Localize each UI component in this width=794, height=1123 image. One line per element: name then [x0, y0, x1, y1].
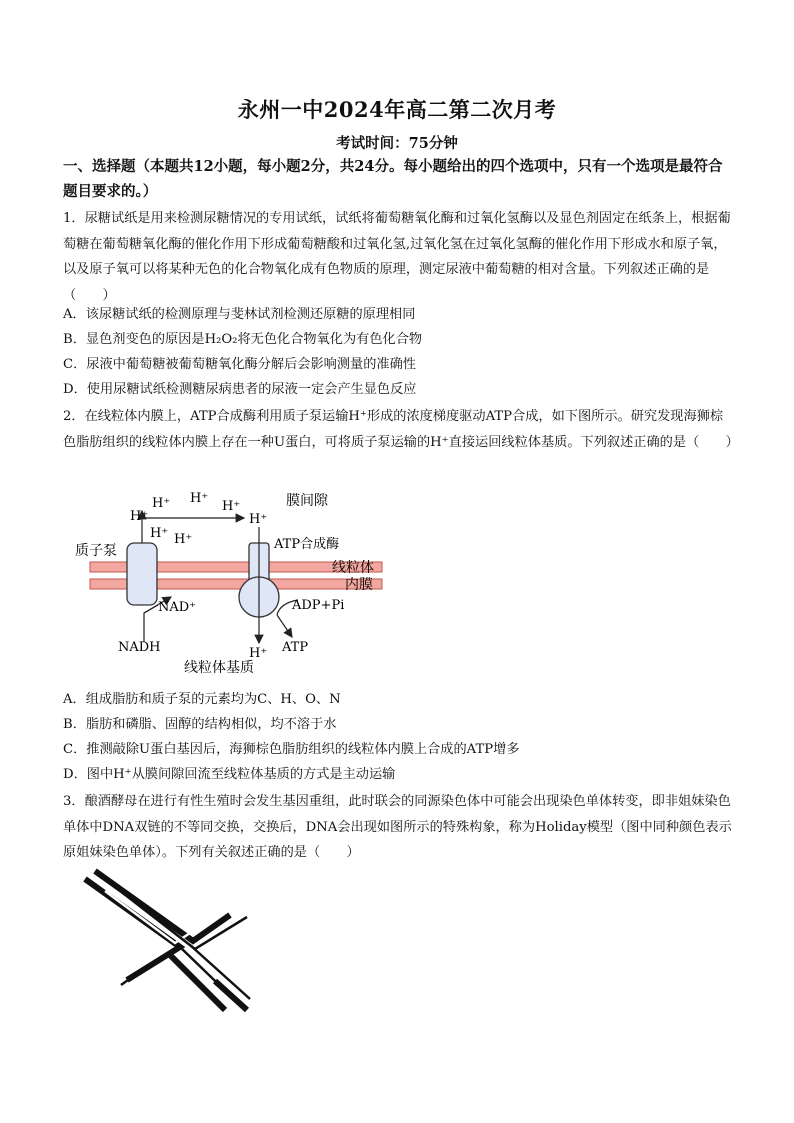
page-title: 永州一中2024年高二第二次月考 — [237, 97, 557, 122]
mitochondria-membrane-diagram — [70, 485, 410, 680]
question-3-stem: 3．酿酒酵母在进行有性生殖时会发生基因重组，此时联会的同源染色体中可能会出现染色单体转变，即非姐妹染色单体中DNA双链的不等同交换，交换后，DNA会出现如图所示的特殊构象，称为Holiday模型（图中同种颜色表示原姐妹染色单体）。下列有关叙述正确的是（ ） — [63, 794, 732, 860]
h-plus-label: H⁺ — [222, 499, 241, 514]
question-2-option-c: C．推测敲除U蛋白基因后，海狮棕色脂肪组织的线粒体内膜上合成的ATP增多 — [63, 742, 520, 757]
h-plus-label: H⁺ — [152, 496, 171, 511]
question-2-option-b: B．脂肪和磷脂、固醇的结构相似，均不溶于水 — [63, 717, 337, 732]
inner-membrane-label: 内膜 — [345, 577, 373, 593]
h-plus-label: H⁺ — [130, 509, 149, 524]
adp-pi-label: ADP+Pi — [292, 598, 345, 613]
section-heading: 一、选择题（本题共12小题，每小题2分，共24分。每小题给出的四个选项中，只有一个选项是最符合题目要求的。） — [63, 158, 723, 200]
question-2-option-a: A．组成脂肪和质子泵的元素均为C、H、O、N — [63, 692, 341, 707]
h-plus-label: H⁺ — [174, 532, 193, 547]
atp-synthase-label: ATP合成酶 — [274, 537, 340, 552]
question-1-option-a: A．该尿糖试纸的检测原理与斐林试剂检测还原糖的原理相同 — [63, 307, 416, 322]
question-1-option-d: D．使用尿糖试纸检测糖尿病患者的尿液一定会产生显色反应 — [63, 382, 417, 397]
question-1-stem: 1．尿糖试纸是用来检测尿糖情况的专用试纸，试纸将葡萄糖氧化酶和过氧化氢酶以及显色剂固定在纸条上，根据葡萄糖在葡萄糖氧化酶的催化作用下形成葡萄糖酸和过氧化氢,过氧化氢在过氧化氢酶的催化作用下形成水和原子氧，以及原子氧可以将某种无色的化合物氧化成有色物质的原理，测定尿液中葡萄糖的相对含量。下列叙述正确的是（ ） — [63, 211, 731, 303]
nad-label: NAD⁺ — [158, 600, 197, 615]
h-plus-label: H⁺ — [190, 491, 209, 506]
nadh-label: NADH — [118, 640, 161, 655]
proton-pump-label: 质子泵 — [75, 543, 117, 559]
holiday-model-diagram — [75, 865, 260, 1015]
inner-membrane-label: 线粒体 — [332, 560, 374, 576]
question-1-option-b: B．显色剂变色的原因是H₂O₂将无色化合物氧化为有色化合物 — [63, 332, 423, 347]
proton-pump-shape — [127, 543, 157, 605]
atp-label: ATP — [282, 640, 309, 655]
h-plus-label: H⁺ — [249, 512, 268, 527]
question-2-option-d: D．图中H⁺从膜间隙回流至线粒体基质的方式是主动运输 — [63, 767, 396, 782]
question-1-option-c: C．尿液中葡萄糖被葡萄糖氧化酶分解后会影响测量的准确性 — [63, 357, 416, 372]
matrix-label: 线粒体基质 — [184, 660, 254, 676]
intermembrane-space-label: 膜间隙 — [286, 493, 328, 509]
h-plus-label: H⁺ — [249, 646, 268, 661]
question-2-stem: 2．在线粒体内膜上，ATP合成酶利用质子泵运输H⁺形成的浓度梯度驱动ATP合成，如下图所示。研究发现海狮棕色脂肪组织的线粒体内膜上存在一种U蛋白，可将质子泵运输的H⁺直接运回线粒体基质。下列叙述正确的是（ ） — [63, 409, 739, 450]
exam-time: 考试时间：75分钟 — [336, 135, 458, 152]
h-plus-label: H⁺ — [150, 526, 169, 541]
